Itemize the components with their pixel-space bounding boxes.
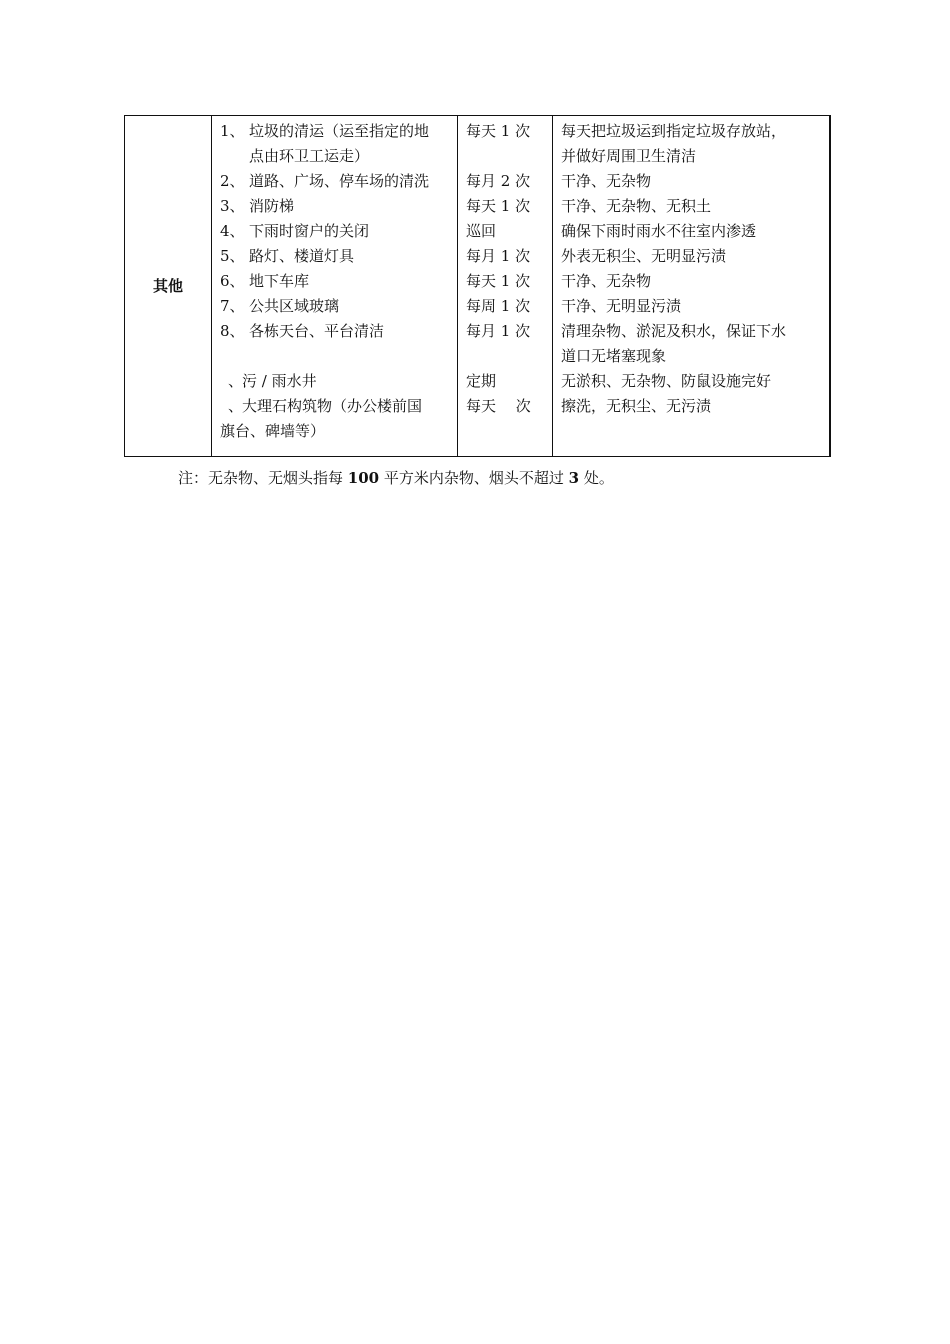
list-item: 8、 各栋天台、平台清洁 bbox=[220, 322, 385, 340]
footnote: 注：无杂物、无烟头指每 100 平方米内杂物、烟头不超过 3 处。 bbox=[178, 469, 614, 487]
standard-line: 干净、无明显污渍 bbox=[561, 297, 682, 315]
list-item: 2、 道路、广场、停车场的清洗 bbox=[220, 172, 430, 190]
frequency-line: 每天 1 次 bbox=[466, 122, 531, 140]
frequency-line bbox=[466, 344, 546, 369]
list-item: 7、 公共区域玻璃 bbox=[220, 297, 340, 315]
standard-line: 每天把垃圾运到指定垃圾存放站， bbox=[561, 122, 787, 140]
blank-line bbox=[220, 344, 451, 369]
standard-line: 干净、无杂物、无积土 bbox=[561, 197, 712, 215]
frequency-line: 每天 次 bbox=[466, 397, 531, 415]
frequency-line: 每月 1 次 bbox=[466, 247, 531, 265]
frequency-line: 巡回 bbox=[466, 222, 497, 240]
list-item: 、 大理石构筑物（办公楼前国 bbox=[228, 397, 423, 415]
standard-cell bbox=[553, 116, 830, 457]
standard-line: 擦洗，无积尘、无污渍 bbox=[561, 397, 712, 415]
standard-line: 无淤积、无杂物、防鼠设施完好 bbox=[561, 372, 772, 390]
standard-line: 道口无堵塞现象 bbox=[561, 347, 667, 365]
standard-line: 干净、无杂物 bbox=[561, 172, 652, 190]
cleaning-schedule-table bbox=[124, 115, 831, 457]
frequency-line bbox=[466, 144, 546, 169]
standard-line: 清理杂物、淤泥及积水，保证下水 bbox=[561, 322, 787, 340]
items-cell bbox=[212, 116, 458, 457]
list-item: 3、 消防梯 bbox=[220, 197, 295, 215]
table-row bbox=[125, 116, 830, 457]
frequency-line: 每周 1 次 bbox=[466, 297, 531, 315]
frequency-line: 每月 1 次 bbox=[466, 322, 531, 340]
category-label: 其他 bbox=[152, 276, 183, 295]
frequency-cell bbox=[458, 116, 553, 457]
list-item: 4、 下雨时窗户的关闭 bbox=[220, 222, 370, 240]
list-item-continuation: 点由环卫工运走） bbox=[249, 147, 370, 165]
category-cell bbox=[125, 116, 212, 457]
frequency-line: 定期 bbox=[466, 372, 497, 390]
frequency-line: 每月 2 次 bbox=[466, 172, 531, 190]
frequency-line: 每天 1 次 bbox=[466, 197, 531, 215]
list-item: 5、 路灯、楼道灯具 bbox=[220, 247, 355, 265]
list-item: 6、 地下车库 bbox=[220, 272, 310, 290]
list-item: 1、 垃圾的清运（运至指定的地 bbox=[220, 122, 430, 140]
standard-line: 确保下雨时雨水不往室内渗透 bbox=[561, 222, 757, 240]
standard-line: 干净、无杂物 bbox=[561, 272, 652, 290]
standard-line: 并做好周围卫生清洁 bbox=[561, 147, 697, 165]
list-item: 、 污 / 雨水井 bbox=[228, 372, 317, 390]
frequency-line: 每天 1 次 bbox=[466, 272, 531, 290]
standard-line: 外表无积尘、无明显污渍 bbox=[561, 247, 727, 265]
list-item-continuation: 旗台、碑墙等） bbox=[220, 422, 326, 440]
